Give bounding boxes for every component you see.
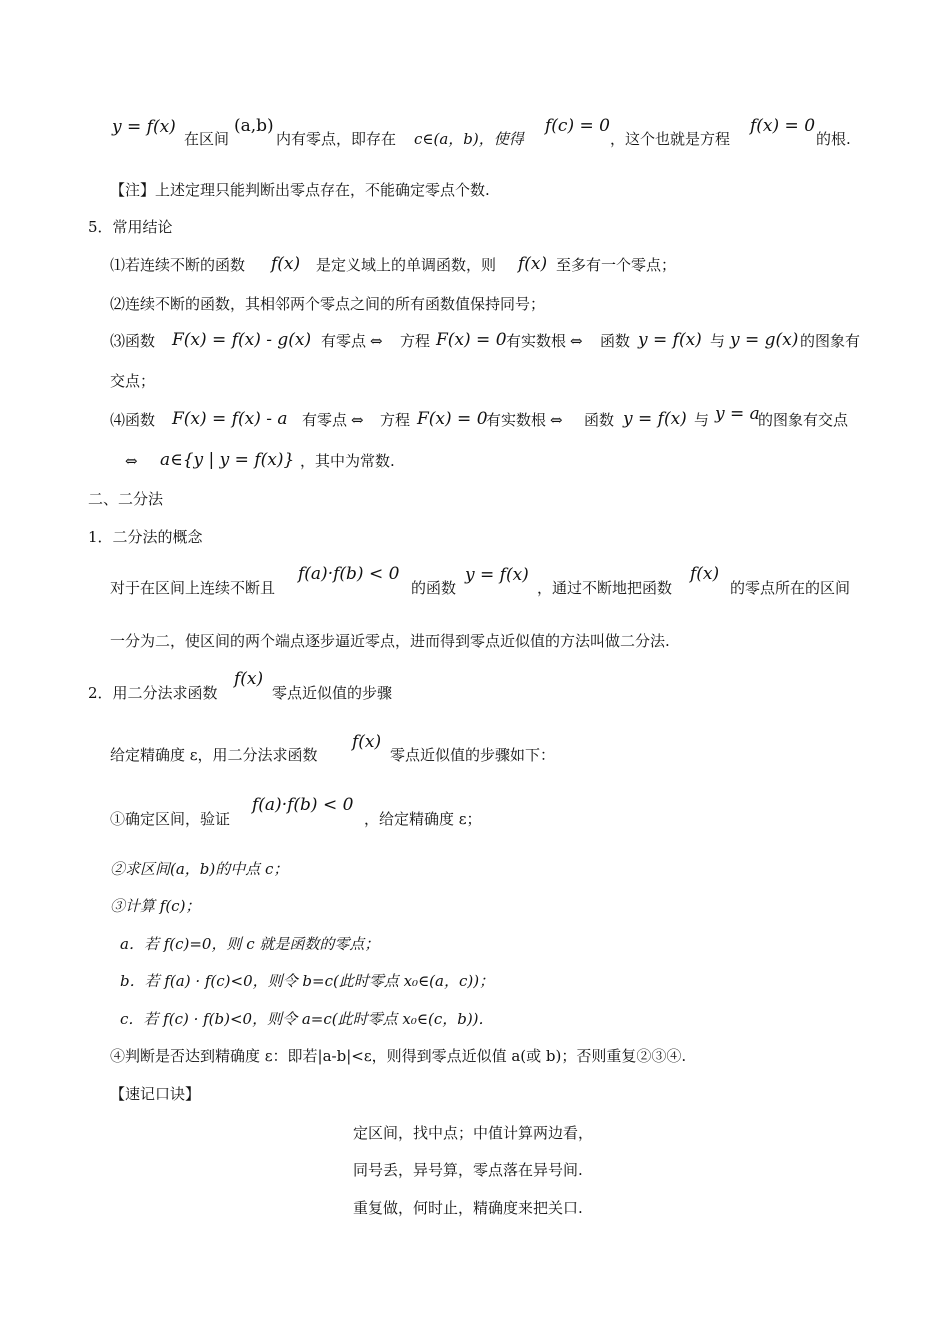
item1-b: 是定义域上的单调函数，则 (316, 256, 497, 274)
heading-common-conclusions: 5．常用结论 (88, 218, 173, 236)
concept-e: 一分为二，使区间的两个端点逐步逼近零点，进而得到零点近似值的方法叫做二分法. (110, 632, 670, 650)
heading-mnemonic: 【速记口诀】 (110, 1085, 201, 1103)
item3-b: 有零点 (321, 332, 367, 350)
item3-y: y = f(x) (638, 330, 702, 350)
item1-fx: f(x) (271, 254, 301, 274)
step2: ②求区间(a，b)的中点 c； (110, 860, 289, 878)
steps-intro-b: 零点近似值的步骤如下： (390, 746, 556, 764)
item1-a: ⑴若连续不断的函数 (110, 256, 246, 274)
item3-F: F(x) = f(x) - g(x) (172, 330, 312, 350)
step3-c: c．若 f(c) · f(b)<0，则令 a=c(此时零点 x₀∈(c，b))． (120, 1010, 494, 1028)
heading-bisection-concept: 1．二分法的概念 (88, 528, 203, 546)
heading-steps-b: 零点近似值的步骤 (272, 684, 393, 702)
item3-c: 方程 (400, 332, 431, 350)
steps-intro-a: 给定精确度 ε，用二分法求函数 (110, 746, 318, 764)
item4-e: 函数 (584, 411, 615, 429)
step1-a: ①确定区间，验证 (110, 810, 231, 828)
formula-y-eq-fx: y = f(x) (112, 117, 176, 137)
mnemonic-1: 定区间，找中点；中值计算两边看， (353, 1124, 594, 1142)
step3: ③计算 f(c)； (110, 897, 201, 915)
formula-fc-eq-0: f(c) = 0 (545, 116, 610, 136)
step3-b: b．若 f(a) · f(c)<0，则令 b=c(此时零点 x₀∈(a，c))； (120, 972, 495, 990)
formula-fx-eq-0: f(x) = 0 (750, 116, 816, 136)
heading-steps-fx: f(x) (234, 669, 264, 689)
mnemonic-2: 同号丢，异号算，零点落在异号间. (353, 1161, 583, 1179)
text-root-end: 的根. (816, 130, 851, 148)
heading-steps-a: 2．用二分法求函数 (88, 684, 218, 702)
concept-y: y = f(x) (465, 565, 529, 585)
item4-g: 的图象有交点 (758, 411, 849, 429)
item3-iff2: ⇔ (570, 332, 583, 350)
item4-iff2: ⇔ (550, 411, 563, 429)
item3-h: 交点； (110, 372, 156, 390)
item4-y: y = f(x) (623, 409, 687, 429)
item4-ya: y = a (715, 404, 760, 424)
item1-fx2: f(x) (518, 254, 548, 274)
heading-bisection: 二、二分法 (88, 490, 164, 508)
item3-d: 有实数根 (506, 332, 567, 350)
step4: ④判断是否达到精确度 ε：即若|a-b|<ε，则得到零点近似值 a(或 b)；否则重复②③④. (110, 1047, 687, 1065)
item3-a: ⑶函数 (110, 332, 156, 350)
concept-c: ，通过不断地把函数 (537, 579, 673, 597)
item4-F: F(x) = f(x) - a (172, 409, 288, 429)
concept-fafb: f(a)·f(b) < 0 (298, 564, 400, 584)
item1-c: 至多有一个零点； (556, 256, 677, 274)
item3-yg: y = g(x) (730, 330, 799, 350)
mnemonic-3: 重复做，何时止，精确度来把关口. (353, 1199, 583, 1217)
item3-e: 函数 (600, 332, 631, 350)
item4-c: 方程 (380, 411, 411, 429)
item4-a: ⑷函数 (110, 411, 156, 429)
note-theorem: 【注】上述定理只能判断出零点存在，不能确定零点个数. (110, 181, 490, 199)
item4-d: 有实数根 (486, 411, 547, 429)
item2: ⑵连续不断的函数，其相邻两个零点之间的所有函数值保持同号； (110, 295, 546, 313)
item4-b: 有零点 (302, 411, 348, 429)
concept-fx: f(x) (690, 564, 720, 584)
step3-a: a．若 f(c)=0，则 c 就是函数的零点； (120, 935, 380, 953)
item4-set: a∈{y | y = f(x)} (160, 450, 295, 470)
text-exists-c: c∈(a，b)，使得 (414, 130, 524, 148)
text-in-interval: 在区间 (184, 130, 230, 148)
steps-intro-fx: f(x) (352, 732, 382, 752)
text-equation-root: ，这个也就是方程 (610, 130, 731, 148)
step1-fafb: f(a)·f(b) < 0 (252, 795, 354, 815)
text-has-zero: 内有零点，即存在 (276, 130, 397, 148)
item3-F0: F(x) = 0 (436, 330, 507, 350)
concept-b: 的函数 (411, 579, 457, 597)
item4-h: ，其中为常数. (300, 452, 395, 470)
concept-d: 的零点所在的区间 (730, 579, 851, 597)
item3-f: 与 (710, 332, 726, 350)
formula-interval-ab: (a,b) (234, 116, 274, 136)
concept-a: 对于在区间上连续不断且 (110, 579, 276, 597)
item4-iff1: ⇔ (351, 411, 364, 429)
item4-f: 与 (694, 411, 710, 429)
item3-iff1: ⇔ (370, 332, 383, 350)
item4-iff3: ⇔ (125, 452, 138, 470)
item4-F0: F(x) = 0 (417, 409, 488, 429)
item3-g: 的图象有 (800, 332, 861, 350)
step1-b: ，给定精确度 ε； (364, 810, 482, 828)
